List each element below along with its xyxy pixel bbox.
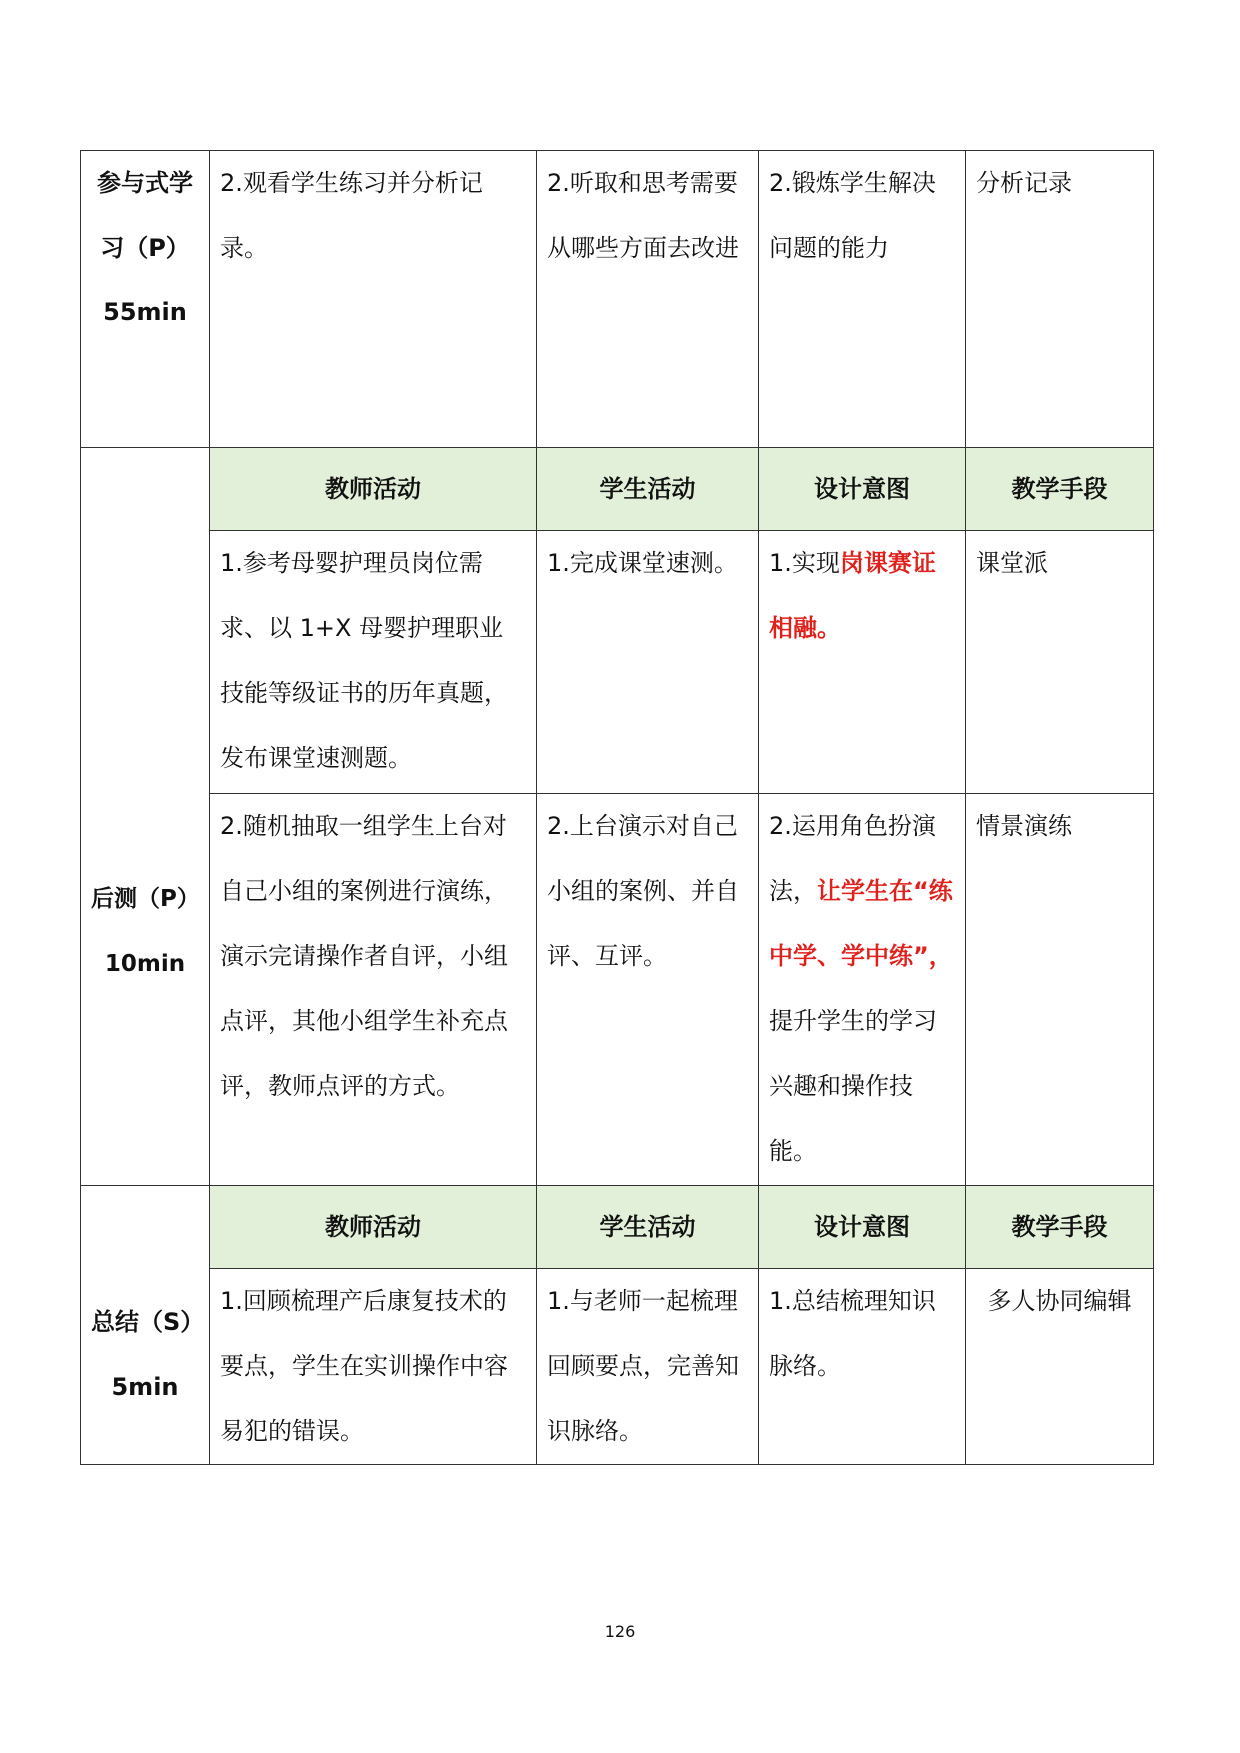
summary-header-means: 教学手段 <box>966 1186 1154 1269</box>
summary-row1-means: 多人协同编辑 <box>966 1269 1154 1465</box>
posttest-phase-line2: 10min <box>104 950 186 977</box>
posttest-header-row <box>81 448 1154 531</box>
participatory-intent-cell: 2.锻炼学生解决问题的能力 <box>759 151 966 448</box>
posttest-row2-teacher: 2.随机抽取一组学生上台对自己小组的案例进行演练，演示完请操作者自评，小组点评，其他小组学生补充点评，教师点评的方式。 <box>210 794 537 1186</box>
posttest-phase-line1: 后测（P） <box>91 885 200 912</box>
posttest-row-2 <box>81 794 1154 1186</box>
posttest-header-teacher: 教师活动 <box>210 448 537 531</box>
lesson-plan-table <box>80 150 1154 1465</box>
posttest-row2-intent <box>759 794 966 1186</box>
page-number: 126 <box>604 1622 636 1641</box>
summary-row1-teacher: 1.回顾梳理产后康复技术的要点，学生在实训操作中容易犯的错误。 <box>210 1269 537 1465</box>
posttest-row1-intent-highlight: 岗课赛证相融。 <box>769 549 936 642</box>
posttest-row1-teacher: 1.参考母婴护理员岗位需求、以 1+X 母婴护理职业技能等级证书的历年真题，发布课堂速测题。 <box>210 531 537 794</box>
participatory-phase-line1: 参与式学 <box>97 169 193 197</box>
posttest-row1-means: 课堂派 <box>966 531 1154 794</box>
posttest-row2-means: 情景演练 <box>966 794 1154 1186</box>
participatory-teacher-cell: 2.观看学生练习并分析记录。 <box>210 151 537 448</box>
posttest-row1-intent-prefix: 1.实现 <box>769 549 840 577</box>
posttest-row2-intent-prefix: 2.运用角色扮演法， <box>769 812 936 905</box>
summary-row1-student: 1.与老师一起梳理回顾要点，完善知识脉络。 <box>537 1269 759 1465</box>
summary-phase-cell <box>81 1186 210 1465</box>
posttest-row2-intent-suffix: 提升学生的学习兴趣和操作技能。 <box>769 1007 937 1165</box>
summary-row1-intent: 1.总结梳理知识脉络。 <box>759 1269 966 1465</box>
posttest-header-student: 学生活动 <box>537 448 759 531</box>
participatory-row <box>81 151 1154 448</box>
participatory-means-cell: 分析记录 <box>966 151 1154 448</box>
posttest-row2-student: 2.上台演示对自己小组的案例、并自评、互评。 <box>537 794 759 1186</box>
posttest-row1-student: 1.完成课堂速测。 <box>537 531 759 794</box>
summary-header-teacher: 教师活动 <box>210 1186 537 1269</box>
posttest-header-intent: 设计意图 <box>759 448 966 531</box>
summary-phase-line1: 总结（S） <box>91 1308 205 1336</box>
summary-header-student: 学生活动 <box>537 1186 759 1269</box>
participatory-student-cell: 2.听取和思考需要从哪些方面去改进 <box>537 151 759 448</box>
posttest-row1-intent <box>759 531 966 794</box>
posttest-row2-intent-highlight: 让学生在“练中学、学中练”， <box>769 877 953 970</box>
posttest-row-1 <box>81 531 1154 794</box>
participatory-phase-line3: 55min <box>103 298 187 326</box>
summary-header-row <box>81 1186 1154 1269</box>
posttest-header-means: 教学手段 <box>966 448 1154 531</box>
summary-row-1 <box>81 1269 1154 1465</box>
summary-phase-line2: 5min <box>111 1373 179 1401</box>
summary-header-intent: 设计意图 <box>759 1186 966 1269</box>
participatory-phase-line2: 习（P） <box>100 234 190 262</box>
posttest-phase-cell <box>81 448 210 1186</box>
participatory-phase-cell <box>81 151 210 448</box>
